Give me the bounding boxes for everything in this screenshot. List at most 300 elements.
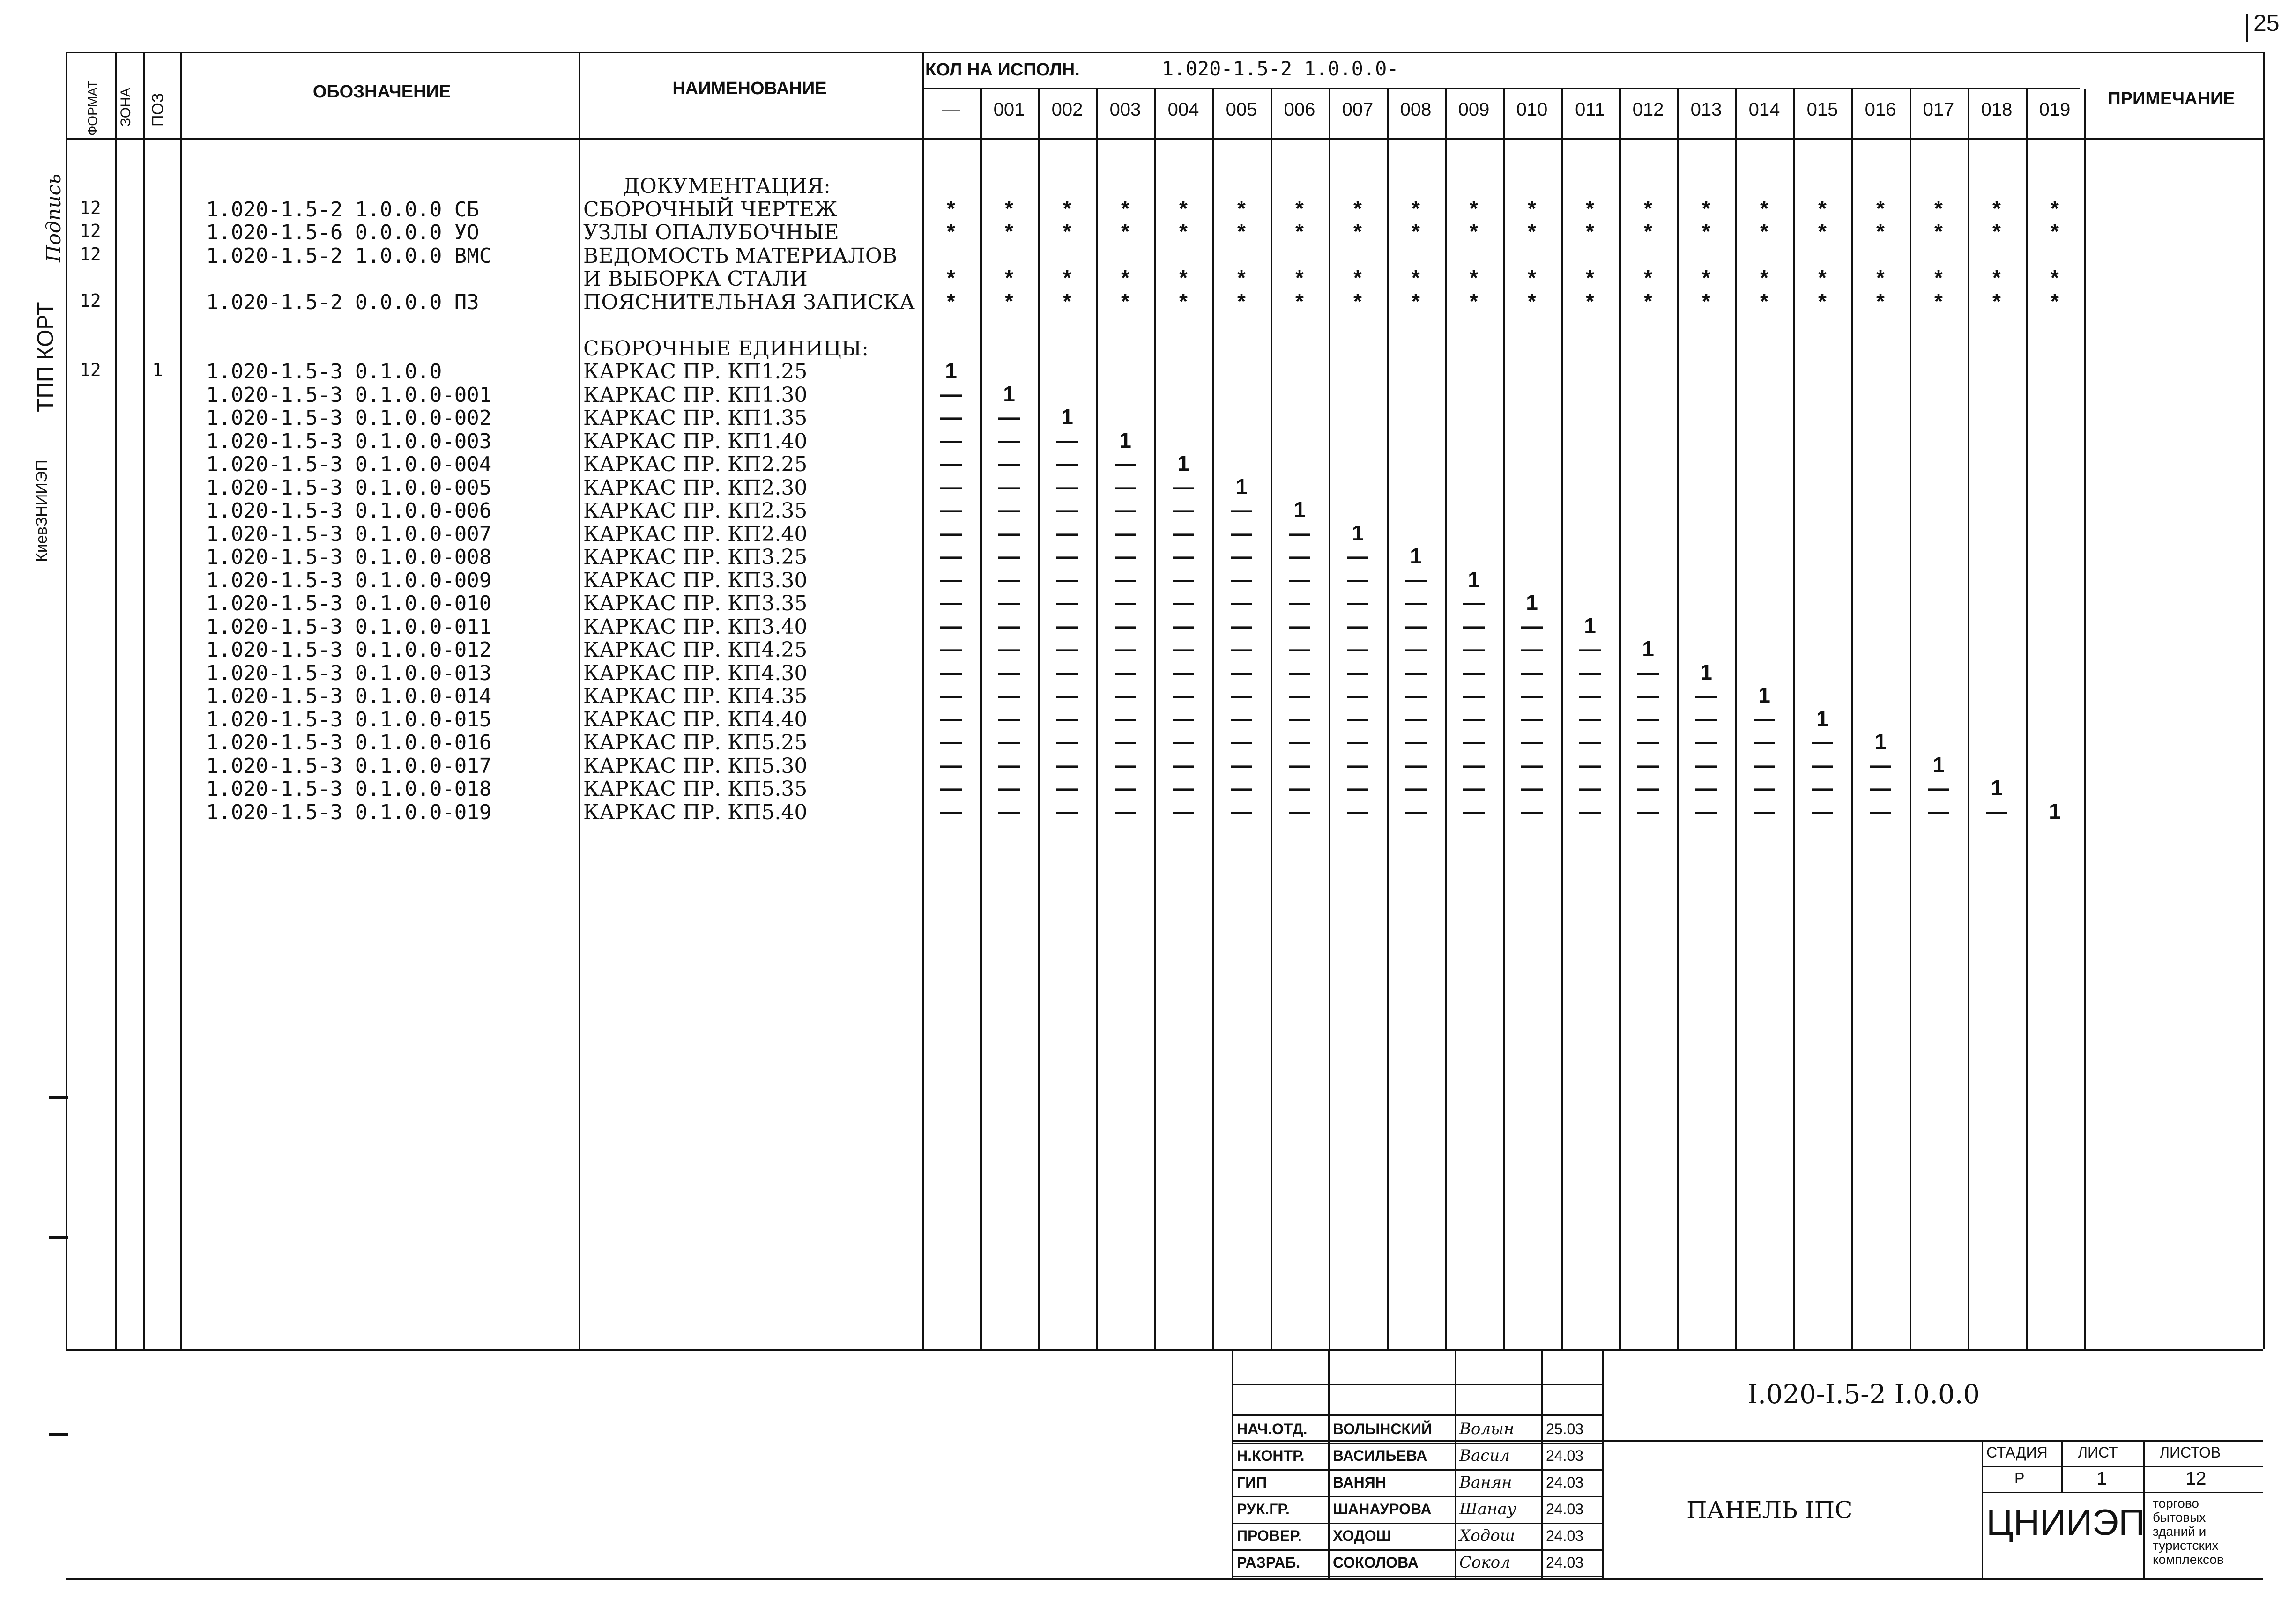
column-line [180, 52, 182, 1349]
qty-cell: — [1115, 799, 1136, 823]
qty-cell: * [1063, 266, 1071, 290]
signatory-signature: Волын [1459, 1420, 1515, 1438]
designation-cell: 1.020-1.5-6 0.0.0.0 УО [206, 221, 479, 244]
signatory-date: 25.03 [1546, 1421, 1584, 1437]
qty-cell: — [1231, 544, 1252, 568]
qty-cell: — [1463, 683, 1485, 707]
qty-cell: * [1237, 219, 1246, 244]
qty-cell: — [1056, 683, 1078, 707]
format-header: ФОРМАТ [85, 80, 100, 136]
qty-cell: 1 [1119, 428, 1131, 452]
qty-cell: — [940, 637, 962, 661]
qty-cell: — [940, 729, 962, 754]
column-line [2084, 89, 2086, 1349]
qty-cell: — [998, 752, 1020, 777]
stage-value: Р [2014, 1470, 2025, 1487]
qty-cell: — [1115, 520, 1136, 545]
qty-cell: — [998, 613, 1020, 638]
qty-cell: * [1353, 289, 1362, 313]
qty-cell: 1 [1468, 567, 1480, 592]
qty-cell: — [998, 637, 1020, 661]
qty-cell: — [1812, 752, 1833, 777]
qty-cell: * [1876, 266, 1885, 290]
sheets-value: 12 [2185, 1468, 2207, 1489]
qty-cell: — [1289, 752, 1310, 777]
name-cell: УЗЛЫ ОПАЛУБОЧНЫЕ [583, 221, 839, 244]
qty-cell: — [998, 428, 1020, 452]
qty-cell: — [1231, 567, 1252, 592]
qty-cell: — [1405, 776, 1427, 800]
qty-cell: * [1470, 196, 1478, 221]
qty-cell: — [1115, 706, 1136, 731]
name-cell: ДОКУМЕНТАЦИЯ: [623, 174, 831, 198]
qty-cell: — [1231, 752, 1252, 777]
designation-cell: 1.020-1.5-3 0.1.0.0-002 [206, 406, 492, 430]
qty-cell: — [940, 752, 962, 777]
qty-cell: — [1347, 729, 1368, 754]
qty-cell: — [1056, 659, 1078, 684]
qty-cell: — [940, 544, 962, 568]
qty-cell: * [1586, 289, 1594, 313]
name-cell: КАРКАС ПР. КП2.25 [583, 452, 808, 476]
signatory-date: 24.03 [1546, 1554, 1584, 1571]
qty-cell: — [1695, 799, 1717, 823]
qty-cell: * [1992, 196, 2001, 221]
qty-cell: — [1812, 776, 1833, 800]
qty-header: КОЛ НА ИСПОЛН. [925, 60, 1080, 80]
qty-cell: 1 [1410, 544, 1422, 568]
qty-cell: — [1056, 451, 1078, 475]
qty-cell: — [1231, 776, 1252, 800]
table-bottom-border [66, 1349, 2263, 1351]
qty-cell: — [1115, 497, 1136, 522]
qty-cell: — [1405, 729, 1427, 754]
qty-cell: * [947, 289, 955, 313]
signatory-name: ВАНЯН [1333, 1474, 1386, 1491]
name-cell: ВЕДОМОСТЬ МАТЕРИАЛОВ [583, 244, 898, 268]
stage-label: СТАДИЯ [1986, 1444, 2048, 1461]
column-line [2263, 52, 2265, 1349]
qty-cell: — [940, 567, 962, 592]
qty-cell: * [1992, 266, 2001, 290]
designation-cell: 1.020-1.5-3 0.1.0.0-014 [206, 684, 492, 708]
org-description-line: туристских [2153, 1538, 2219, 1553]
qty-cell: — [1579, 752, 1601, 777]
designation-cell: 1.020-1.5-3 0.1.0.0-010 [206, 592, 492, 615]
qty-cell: * [1295, 219, 1304, 244]
qty-cell: — [1695, 752, 1717, 777]
qty-cell: * [1528, 219, 1536, 244]
qty-cell: * [1644, 196, 1652, 221]
name-cell: КАРКАС ПР. КП4.30 [583, 661, 808, 685]
qty-cell: * [1005, 289, 1013, 313]
format-cell: 12 [80, 290, 101, 311]
qty-cell: — [1405, 567, 1427, 592]
qty-cell: — [1579, 799, 1601, 823]
qty-cell: — [1289, 683, 1310, 707]
name-cell: КАРКАС ПР. КП2.35 [583, 499, 808, 523]
qty-cell: — [1173, 497, 1194, 522]
qty-cell: * [1353, 219, 1362, 244]
qty-cell: * [1179, 266, 1188, 290]
qty-cell: — [1637, 659, 1659, 684]
qty-cell: — [1173, 729, 1194, 754]
qty-cell: — [1463, 729, 1485, 754]
designation-cell: 1.020-1.5-3 0.1.0.0-012 [206, 638, 492, 662]
qty-cell: — [1637, 683, 1659, 707]
signatory-line [1232, 1496, 1602, 1497]
name-cell: И ВЫБОРКА СТАЛИ [583, 267, 808, 291]
qty-cell: 1 [1758, 683, 1770, 707]
sheet-value: 1 [2096, 1468, 2107, 1489]
signatory-line [1232, 1469, 1602, 1471]
qty-cell: — [1463, 776, 1485, 800]
doc-code: I.020-I.5-2 I.0.0.0 [1747, 1379, 1980, 1410]
name-cell: КАРКАС ПР. КП2.40 [583, 522, 808, 546]
qty-cell: 1 [1526, 590, 1538, 614]
designation-cell: 1.020-1.5-3 0.1.0.0 [206, 360, 442, 384]
product-name: ПАНЕЛЬ IПС [1687, 1496, 1853, 1524]
qty-cell: — [1056, 428, 1078, 452]
column-line [115, 52, 117, 1349]
qty-cell: — [1231, 637, 1252, 661]
sheets-label: ЛИСТОВ [2160, 1444, 2221, 1461]
qty-cell: — [940, 659, 962, 684]
qty-cell: — [1231, 520, 1252, 545]
qty-cell: * [1818, 266, 1827, 290]
designation-cell: 1.020-1.5-2 1.0.0.0 СБ [206, 197, 479, 222]
qty-cell: — [1347, 544, 1368, 568]
qty-cell: — [1231, 590, 1252, 614]
qty-cell: * [1702, 196, 1710, 221]
qty-cell: * [1528, 266, 1536, 290]
qty-cell: * [1295, 266, 1304, 290]
qty-cell: — [1056, 520, 1078, 545]
qty-cell: * [1818, 219, 1827, 244]
qty-cell: — [1347, 776, 1368, 800]
qty-cell: — [998, 659, 1020, 684]
qty-cell: — [1115, 637, 1136, 661]
qty-cell: * [1934, 266, 1943, 290]
qty-cell: * [1353, 266, 1362, 290]
format-cell: 12 [80, 221, 101, 241]
qty-cell: — [1289, 590, 1310, 614]
qty-cell: — [1695, 729, 1717, 754]
column-line [579, 52, 580, 1349]
signatory-line [1232, 1443, 1602, 1444]
signatory-signature: Васил [1459, 1446, 1510, 1465]
qty-cell: * [1760, 219, 1768, 244]
qty-cell: * [2051, 196, 2059, 221]
qty-cell: — [1870, 799, 1891, 823]
designation-cell: 1.020-1.5-3 0.1.0.0-005 [206, 475, 492, 500]
designation-cell: 1.020-1.5-3 0.1.0.0-004 [206, 452, 492, 476]
margin-tick [49, 1236, 68, 1239]
name-header: НАИМЕНОВАНИЕ [672, 79, 827, 98]
variant-header-9: 009 [1458, 99, 1490, 120]
qty-cell: * [1818, 196, 1827, 221]
qty-cell: — [940, 683, 962, 707]
qty-cell: 1 [1352, 520, 1364, 545]
signatory-name: ХОДОШ [1333, 1527, 1391, 1544]
qty-cell: — [1405, 637, 1427, 661]
column-line [66, 52, 67, 1349]
qty-cell: — [1347, 590, 1368, 614]
qty-cell: — [1056, 613, 1078, 638]
qty-cell: — [998, 729, 1020, 754]
qty-cell: — [1173, 799, 1194, 823]
qty-cell: — [1870, 776, 1891, 800]
qty-cell: — [1405, 659, 1427, 684]
name-cell: КАРКАС ПР. КП3.25 [583, 545, 808, 569]
variant-header-17: 017 [1923, 99, 1954, 120]
designation-cell: 1.020-1.5-3 0.1.0.0-011 [206, 614, 492, 639]
name-cell: КАРКАС ПР. КП1.35 [583, 406, 808, 430]
designation-cell: 1.020-1.5-3 0.1.0.0-017 [206, 754, 492, 778]
qty-cell: — [1115, 776, 1136, 800]
signatory-signature: Ходош [1459, 1526, 1515, 1545]
qty-cell: * [1353, 196, 1362, 221]
qty-cell: * [1470, 266, 1478, 290]
title-line [1982, 1492, 2263, 1493]
title-vline [1232, 1349, 1233, 1578]
org-description [2153, 1496, 2224, 1567]
qty-cell: — [1754, 729, 1775, 754]
designation-cell: 1.020-1.5-2 0.0.0.0 ПЗ [206, 290, 479, 314]
qty-cell: — [1521, 659, 1543, 684]
qty-cell: — [1231, 799, 1252, 823]
qty-cell: — [1056, 567, 1078, 592]
qty-cell: — [1173, 706, 1194, 731]
name-cell: КАРКАС ПР. КП4.40 [583, 707, 808, 732]
qty-cell: — [1463, 659, 1485, 684]
qty-cell: — [1754, 752, 1775, 777]
variant-header-12: 012 [1632, 99, 1664, 120]
qty-cell: — [998, 590, 1020, 614]
signatory-signature: Сокол [1459, 1553, 1510, 1572]
name-cell: КАРКАС ПР. КП3.40 [583, 614, 808, 639]
zone-header: ЗОНА [118, 88, 134, 126]
qty-cell: 1 [945, 358, 957, 383]
variant-header-19: 019 [2039, 99, 2071, 120]
title-line [1232, 1414, 1602, 1416]
format-cell: 12 [80, 244, 101, 265]
qty-cell: * [1586, 219, 1594, 244]
designation-cell: 1.020-1.5-3 0.1.0.0-006 [206, 499, 492, 523]
qty-cell: * [1934, 289, 1943, 313]
qty-cell: — [1579, 637, 1601, 661]
designation-cell: 1.020-1.5-3 0.1.0.0-015 [206, 707, 492, 732]
qty-cell: 1 [1700, 659, 1712, 684]
qty-cell: — [1347, 637, 1368, 661]
qty-cell: 1 [1177, 451, 1189, 475]
page-number-tick [2246, 14, 2248, 42]
qty-cell: — [1463, 752, 1485, 777]
sheet-label: ЛИСТ [2078, 1444, 2118, 1461]
qty-cell: — [1115, 659, 1136, 684]
qty-cell: — [940, 497, 962, 522]
designation-cell: 1.020-1.5-3 0.1.0.0-003 [206, 429, 492, 453]
qty-cell: — [998, 567, 1020, 592]
qty-cell: — [998, 683, 1020, 707]
qty-cell: — [1289, 544, 1310, 568]
qty-cell: * [1760, 289, 1768, 313]
designation-cell: 1.020-1.5-3 0.1.0.0-007 [206, 522, 492, 546]
qty-cell: — [1173, 752, 1194, 777]
qty-cell: — [1405, 706, 1427, 731]
qty-cell: — [940, 520, 962, 545]
variant-header-2: 002 [1051, 99, 1083, 120]
qty-cell: — [1231, 497, 1252, 522]
column-line [143, 52, 145, 1349]
qty-cell: * [1179, 219, 1188, 244]
signatory-role: Н.КОНТР. [1237, 1447, 1305, 1464]
title-line [1982, 1466, 2263, 1467]
qty-cell: 1 [1003, 381, 1015, 406]
qty-cell: — [1115, 729, 1136, 754]
header-bottom-border [66, 138, 2263, 140]
qty-cell: — [1347, 752, 1368, 777]
qty-cell: — [998, 544, 1020, 568]
qty-cell: — [1115, 474, 1136, 499]
qty-cell: * [1702, 219, 1710, 244]
qty-cell: — [1289, 637, 1310, 661]
signatory-signature: Шанау [1459, 1500, 1516, 1518]
qty-cell: — [1463, 706, 1485, 731]
qty-cell: — [1812, 799, 1833, 823]
qty-cell: * [1179, 196, 1188, 221]
qty-cell: — [1521, 706, 1543, 731]
qty-cell: * [1063, 289, 1071, 313]
designation-cell: 1.020-1.5-3 0.1.0.0-019 [206, 800, 492, 824]
name-cell: КАРКАС ПР. КП4.35 [583, 684, 808, 708]
qty-cell: * [1644, 219, 1652, 244]
qty-cell: — [1521, 613, 1543, 638]
designation-cell: 1.020-1.5-3 0.1.0.0-016 [206, 731, 492, 755]
qty-cell: * [1121, 266, 1129, 290]
qty-cell: — [940, 613, 962, 638]
qty-cell: — [1637, 706, 1659, 731]
qty-cell: — [1173, 544, 1194, 568]
qty-cell: — [1289, 613, 1310, 638]
qty-cell: * [2051, 289, 2059, 313]
title-line [1232, 1440, 2263, 1442]
title-vline [1455, 1349, 1456, 1578]
qty-cell: — [1231, 729, 1252, 754]
qty-cell: * [1412, 266, 1420, 290]
title-vline [1541, 1349, 1543, 1578]
name-cell: КАРКАС ПР. КП1.30 [583, 383, 808, 407]
org-description-line: комплексов [2153, 1552, 2224, 1567]
qty-cell: * [1470, 219, 1478, 244]
qty-cell: — [1695, 706, 1717, 731]
qty-cell: — [1231, 659, 1252, 684]
qty-cell: * [1876, 196, 1885, 221]
qty-cell: — [940, 381, 962, 406]
qty-cell: * [1586, 196, 1594, 221]
qty-cell: — [1347, 683, 1368, 707]
qty-cell: — [1754, 776, 1775, 800]
qty-cell: * [1702, 289, 1710, 313]
variant-header-7: 007 [1342, 99, 1374, 120]
variant-header-13: 013 [1690, 99, 1722, 120]
qty-cell: — [1289, 659, 1310, 684]
qty-cell: — [1405, 799, 1427, 823]
signatory-role: ГИП [1237, 1474, 1267, 1491]
qty-cell: — [1173, 520, 1194, 545]
qty-cell: — [1463, 799, 1485, 823]
qty-cell: — [1056, 799, 1078, 823]
qty-cell: — [1986, 799, 2007, 823]
qty-cell: — [998, 706, 1020, 731]
variant-header-5: 005 [1226, 99, 1257, 120]
variant-header-6: 006 [1284, 99, 1315, 120]
cert-stamp: ТПП КОРТ [33, 302, 58, 412]
qty-cell: * [1992, 289, 2001, 313]
qty-cell: — [1173, 567, 1194, 592]
qty-cell: * [1295, 196, 1304, 221]
qty-cell: 1 [1932, 752, 1945, 777]
qty-cell: * [947, 266, 955, 290]
qty-cell: * [1586, 266, 1594, 290]
qty-cell: — [1289, 706, 1310, 731]
name-cell: КАРКАС ПР. КП5.35 [583, 777, 808, 801]
signatory-role: НАЧ.ОТД. [1237, 1421, 1308, 1437]
qty-cell: — [1579, 659, 1601, 684]
qty-cell: * [1702, 266, 1710, 290]
qty-cell: — [1056, 637, 1078, 661]
variant-header-14: 014 [1748, 99, 1780, 120]
name-cell: КАРКАС ПР. КП3.35 [583, 592, 808, 615]
variant-header-8: 008 [1400, 99, 1432, 120]
title-vline [2061, 1440, 2063, 1492]
signatory-name: СОКОЛОВА [1333, 1554, 1419, 1571]
qty-cell: * [1005, 196, 1013, 221]
qty-cell: * [1644, 266, 1652, 290]
qty-cell: — [1405, 752, 1427, 777]
name-cell: КАРКАС ПР. КП1.25 [583, 360, 808, 384]
qty-cell: — [1173, 683, 1194, 707]
variant-header-11: 011 [1575, 99, 1605, 120]
designation-cell: 1.020-1.5-3 0.1.0.0-009 [206, 568, 492, 592]
qty-cell: — [1173, 659, 1194, 684]
qty-cell: * [1934, 196, 1943, 221]
signatory-role: РУК.ГР. [1237, 1501, 1290, 1518]
qty-cell: — [1115, 613, 1136, 638]
name-cell: КАРКАС ПР. КП4.25 [583, 638, 808, 662]
qty-cell: — [1289, 776, 1310, 800]
qty-cell: — [940, 474, 962, 499]
qty-cell: * [1005, 266, 1013, 290]
margin-tick [49, 1096, 68, 1099]
page-bottom-border [66, 1578, 2263, 1580]
qty-cell: — [1637, 776, 1659, 800]
signatory-role: РАЗРАБ. [1237, 1554, 1300, 1571]
qty-cell: — [1289, 799, 1310, 823]
signatory-date: 24.03 [1546, 1527, 1584, 1544]
signatory-signature: Ванян [1459, 1473, 1512, 1492]
qty-cell: — [1173, 590, 1194, 614]
variant-header-1: 001 [993, 99, 1025, 120]
qty-cell: — [998, 776, 1020, 800]
qty-cell: 1 [1235, 474, 1248, 499]
title-vline [1328, 1349, 1330, 1578]
qty-cell: * [1412, 289, 1420, 313]
signatory-date: 24.03 [1546, 1447, 1584, 1464]
qty-cell: — [1056, 706, 1078, 731]
qty-cell: — [1347, 799, 1368, 823]
name-cell: ПОЯСНИТЕЛЬНАЯ ЗАПИСКА [583, 290, 915, 314]
